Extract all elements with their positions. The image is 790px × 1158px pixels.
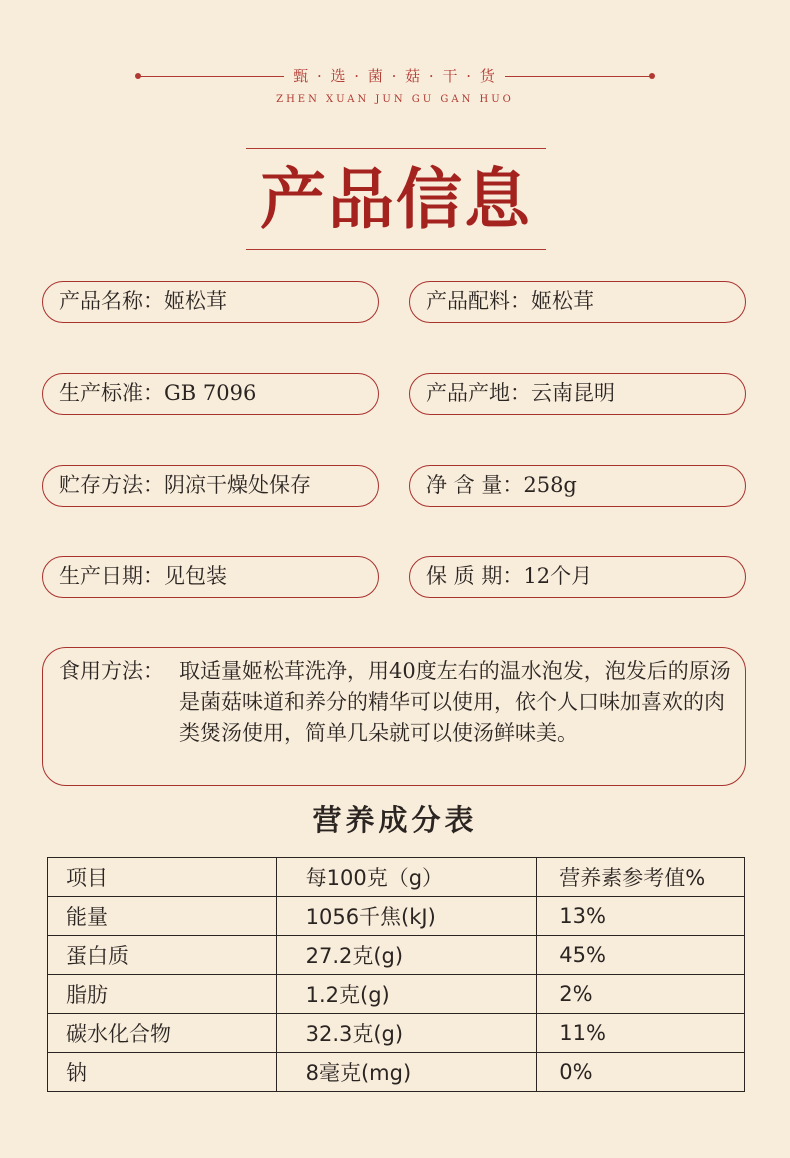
row-amount: 1.2克(g) xyxy=(276,975,537,1014)
row-item: 碳水化合物 xyxy=(48,1014,277,1053)
header-per-100g: 每100克（g） xyxy=(276,858,537,897)
info-standard: 生产标准：GB 7096 xyxy=(42,373,379,415)
usage-label: 食用方法： xyxy=(59,659,164,683)
banner-pinyin-text: ZHEN XUAN JUN GU GAN HUO xyxy=(276,94,514,105)
nutrition-title: 营养成分表 xyxy=(312,803,478,837)
nutrition-table xyxy=(47,857,745,1092)
row-amount: 27.2克(g) xyxy=(276,936,537,975)
row-nrv: 2% xyxy=(537,975,745,1014)
row-amount: 8毫克(mg) xyxy=(276,1053,537,1092)
page-title: 产品信息 xyxy=(260,160,532,238)
row-amount: 1056千焦(kJ) xyxy=(276,897,537,936)
table-row xyxy=(48,897,745,936)
header-item: 项目 xyxy=(48,858,277,897)
table-row xyxy=(48,1014,745,1053)
info-ingredients: 产品配料：姬松茸 xyxy=(409,281,746,323)
table-row xyxy=(48,1053,745,1092)
row-item: 脂肪 xyxy=(48,975,277,1014)
row-item: 钠 xyxy=(48,1053,277,1092)
info-shelf-life: 保 质 期：12个月 xyxy=(409,556,746,598)
row-nrv: 13% xyxy=(537,897,745,936)
info-production-date: 生产日期：见包装 xyxy=(42,556,379,598)
header-nrv: 营养素参考值% xyxy=(537,858,745,897)
banner-chinese-text: 甄 · 选 · 菌 · 菇 · 干 · 货 xyxy=(293,67,497,85)
row-item: 能量 xyxy=(48,897,277,936)
title-frame xyxy=(246,148,546,250)
usage-box xyxy=(42,647,746,786)
info-storage: 贮存方法：阴凉干燥处保存 xyxy=(42,465,379,507)
table-row xyxy=(48,975,745,1014)
row-amount: 32.3克(g) xyxy=(276,1014,537,1053)
row-nrv: 45% xyxy=(537,936,745,975)
top-banner xyxy=(0,62,790,112)
info-product-name: 产品名称：姬松茸 xyxy=(42,281,379,323)
table-row xyxy=(48,936,745,975)
info-net-content: 净 含 量：258g xyxy=(409,465,746,507)
row-nrv: 0% xyxy=(537,1053,745,1092)
usage-text: 取适量姬松茸洗净，用40度左右的温水泡发，泡发后的原汤是菌菇味道和养分的精华可以使用，依个人口味加喜欢的肉类煲汤使用，简单几朵就可以使汤鲜味美。 xyxy=(179,659,731,745)
row-nrv: 11% xyxy=(537,1014,745,1053)
table-header-row xyxy=(48,858,745,897)
info-origin: 产品产地：云南昆明 xyxy=(409,373,746,415)
row-item: 蛋白质 xyxy=(48,936,277,975)
